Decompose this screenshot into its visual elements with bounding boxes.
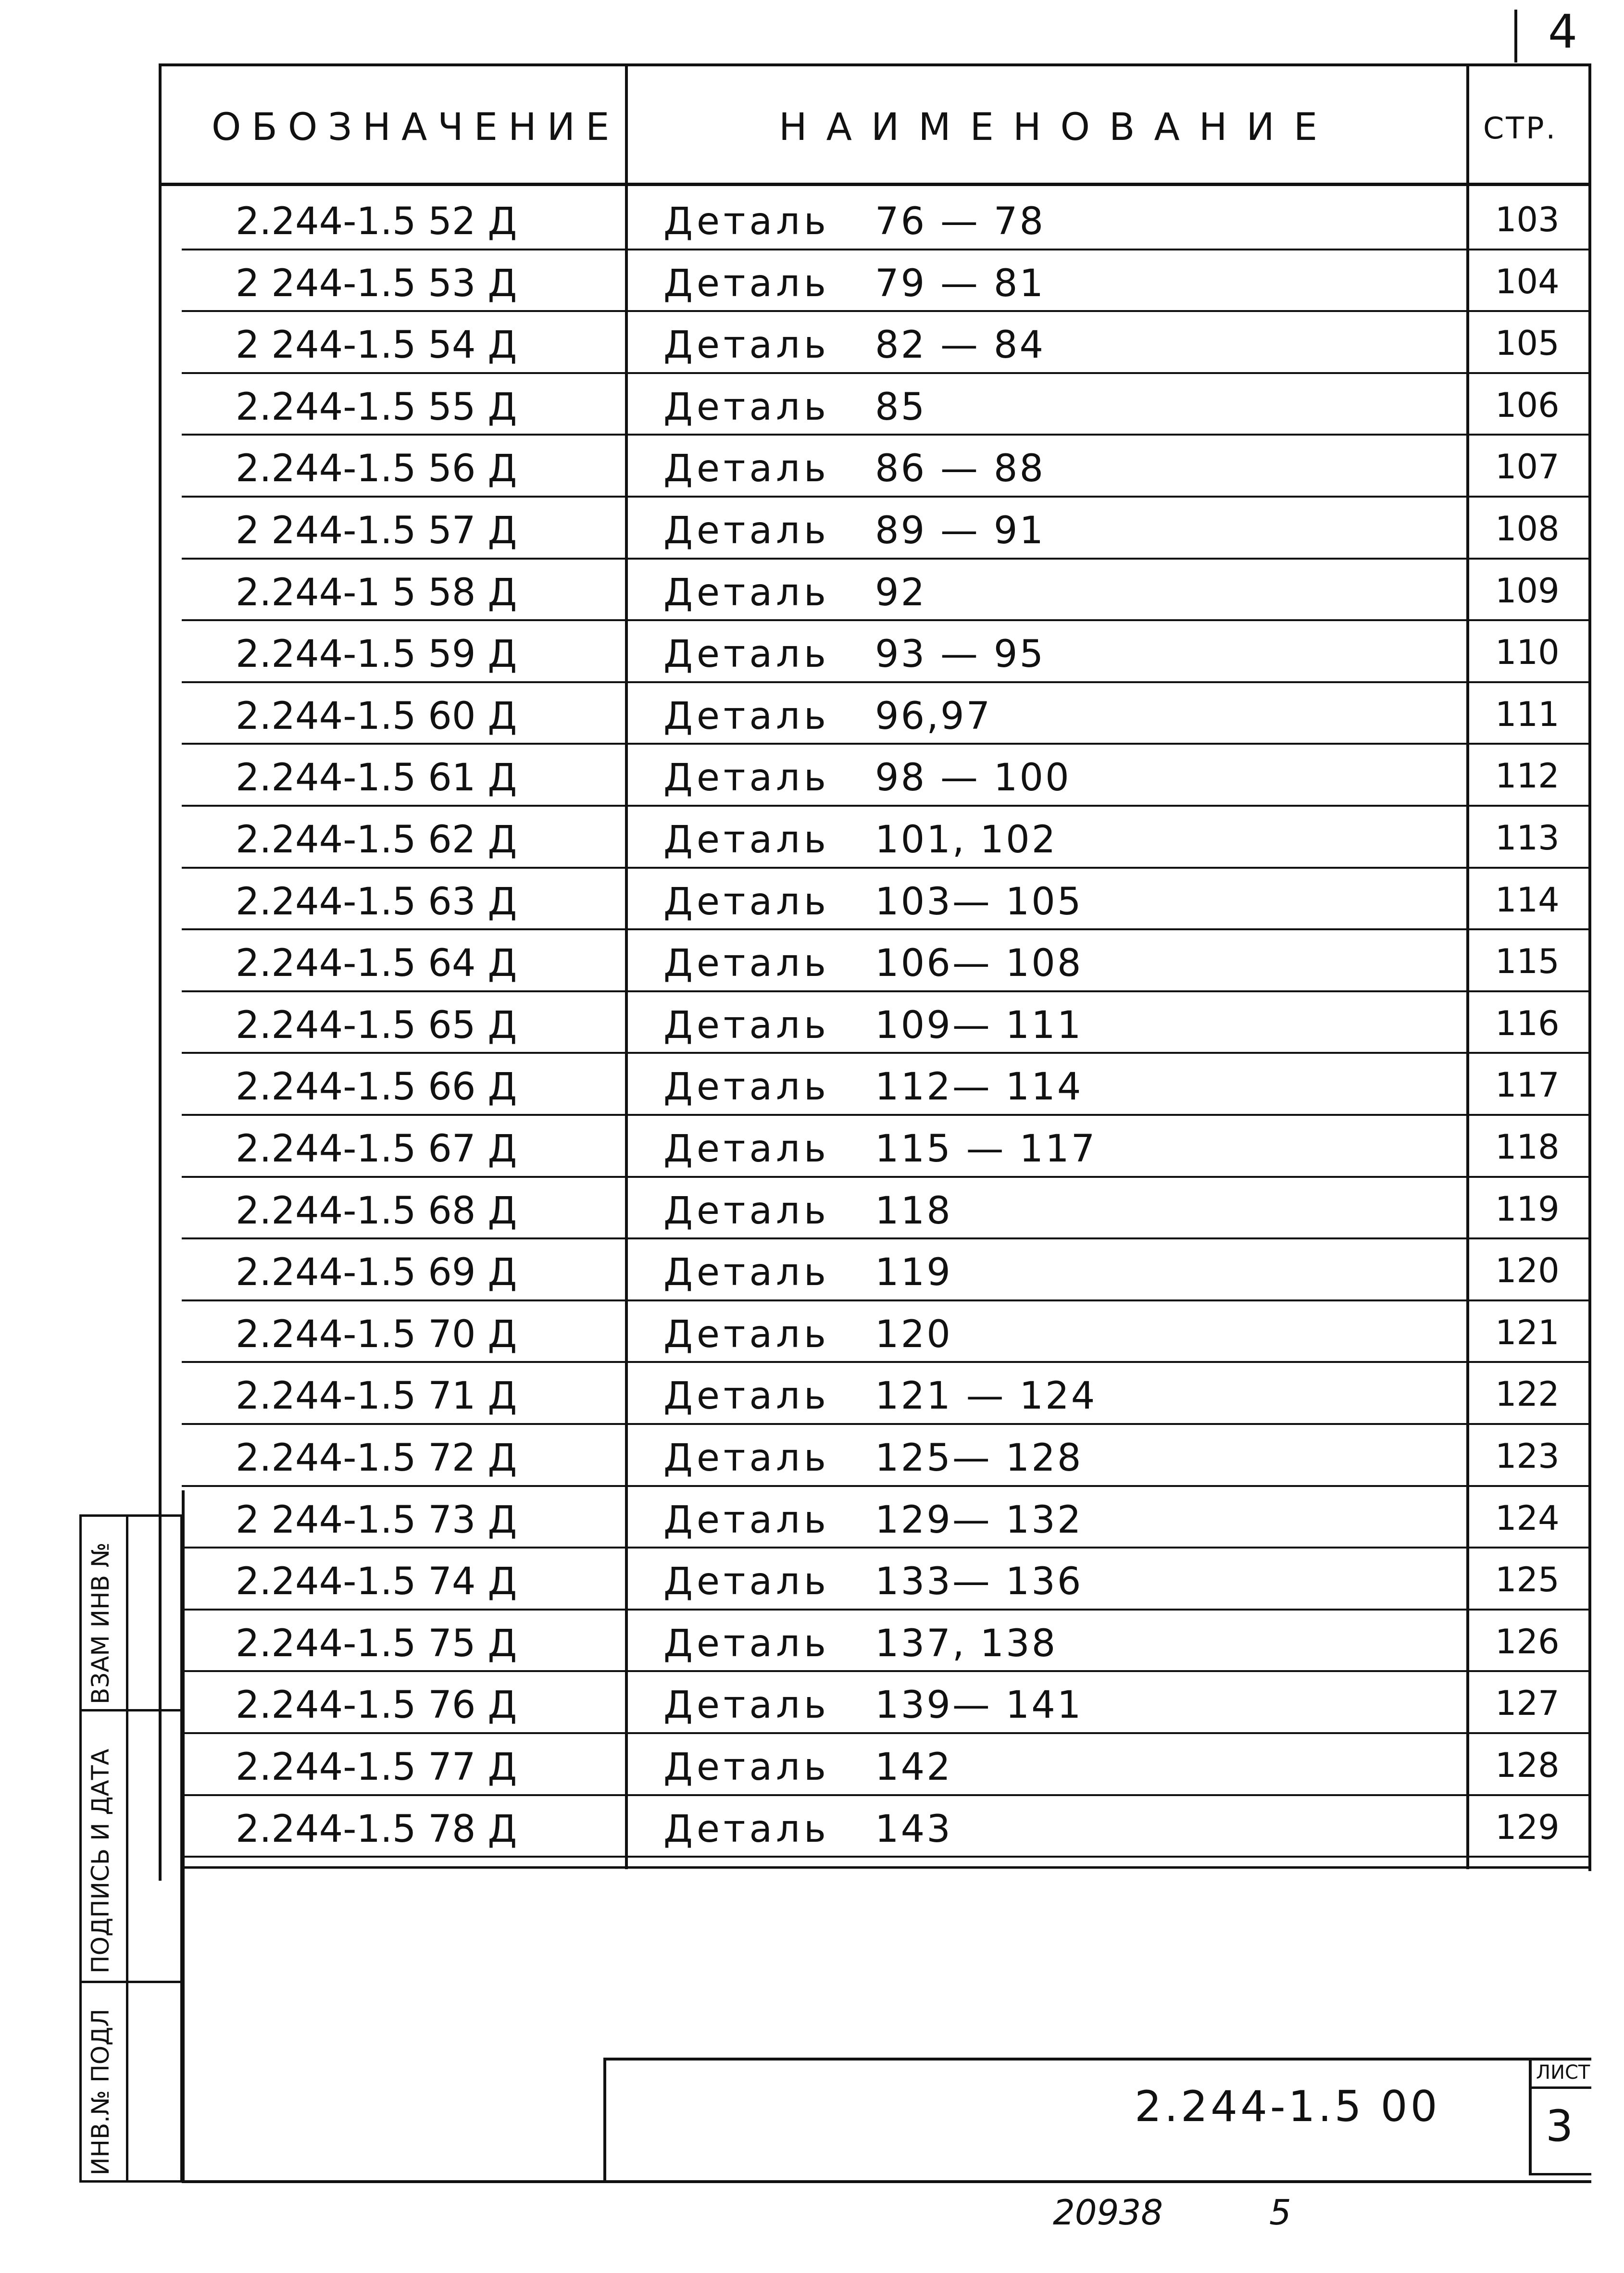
row-range: 129— 132 — [875, 1498, 1083, 1542]
row-name: Деталь — [663, 694, 830, 738]
side-stamp-div-1 — [79, 1709, 183, 1711]
row-name: Деталь — [663, 1189, 830, 1233]
row-page: 103 — [1495, 200, 1560, 239]
row-code: 2.244-1.5 75 Д — [236, 1622, 517, 1665]
row-code: 2.244-1.5 65 Д — [236, 1003, 517, 1047]
row-name: Деталь — [663, 756, 830, 800]
row-page: 108 — [1495, 509, 1560, 549]
document-code: 2.244-1.5 00 — [1135, 2082, 1440, 2131]
table-row — [0, 930, 1624, 992]
row-code: 2.244-1.5 52 Д — [236, 200, 517, 243]
row-page: 119 — [1495, 1189, 1560, 1229]
row-name: Деталь — [663, 1498, 830, 1542]
table-row — [0, 312, 1624, 374]
row-page: 120 — [1495, 1251, 1560, 1291]
row-name: Деталь — [663, 942, 830, 986]
row-code: 2 244-1.5 53 Д — [236, 262, 517, 305]
title-block-bottom — [182, 2180, 1591, 2183]
row-code: 2.244-1.5 63 Д — [236, 880, 517, 924]
row-range: 96,97 — [875, 694, 992, 738]
row-divider — [182, 1856, 1591, 1858]
table-row — [0, 745, 1624, 807]
row-name: Деталь — [663, 262, 830, 305]
row-page: 126 — [1495, 1622, 1560, 1661]
side-stamp-div-2 — [79, 1981, 183, 1983]
row-range: 98 — 100 — [875, 756, 1071, 800]
row-name: Деталь — [663, 1436, 830, 1480]
row-page: 116 — [1495, 1003, 1560, 1043]
table-row — [0, 374, 1624, 436]
row-page: 115 — [1495, 942, 1560, 982]
row-range: 106— 108 — [875, 942, 1083, 986]
sheet-box-divider — [1529, 2086, 1591, 2089]
row-name: Деталь — [663, 633, 830, 676]
row-page: 112 — [1495, 756, 1560, 796]
row-name: Деталь — [663, 1560, 830, 1604]
row-range: 139— 141 — [875, 1684, 1083, 1727]
table-row — [0, 1425, 1624, 1487]
row-range: 133— 136 — [875, 1560, 1083, 1604]
header-page: СТР. — [1483, 111, 1558, 146]
table-row — [0, 1549, 1624, 1611]
row-code: 2.244-1.5 66 Д — [236, 1065, 517, 1109]
row-range: 120 — [875, 1312, 952, 1356]
table-row — [0, 992, 1624, 1054]
row-code: 2.244-1.5 71 Д — [236, 1374, 517, 1418]
row-name: Деталь — [663, 1622, 830, 1665]
row-range: 101, 102 — [875, 818, 1058, 862]
table-row — [0, 1734, 1624, 1796]
table-row — [0, 1054, 1624, 1116]
table-row — [0, 1796, 1624, 1858]
row-name: Деталь — [663, 385, 830, 429]
frame-top — [159, 63, 1591, 66]
row-page: 111 — [1495, 694, 1560, 734]
side-stamp-inv-podl: ИНВ.№ ПОДЛ — [87, 2009, 114, 2175]
sheet-box-bottom — [1529, 2173, 1591, 2175]
row-code: 2.244-1.5 78 Д — [236, 1807, 517, 1851]
archive-number: 20938 — [1053, 2192, 1163, 2233]
row-range: 121 — 124 — [875, 1374, 1097, 1418]
row-page: 104 — [1495, 262, 1560, 301]
row-code: 2.244-1.5 67 Д — [236, 1127, 517, 1171]
row-range: 119 — [875, 1251, 952, 1295]
row-range: 89 — 91 — [875, 509, 1046, 552]
table-row — [0, 1672, 1624, 1734]
row-code: 2.244-1.5 60 Д — [236, 694, 517, 738]
row-code: 2.244-1.5 74 Д — [236, 1560, 517, 1604]
row-page: 125 — [1495, 1560, 1560, 1600]
row-page: 129 — [1495, 1807, 1560, 1847]
row-name: Деталь — [663, 880, 830, 924]
row-page: 110 — [1495, 633, 1560, 673]
row-range: 82 — 84 — [875, 324, 1046, 367]
table-row — [0, 1116, 1624, 1178]
row-range: 112— 114 — [875, 1065, 1083, 1109]
row-page: 107 — [1495, 447, 1560, 487]
side-stamp-col-divider — [126, 1514, 128, 2183]
row-range: 115 — 117 — [875, 1127, 1097, 1171]
row-page: 118 — [1495, 1127, 1560, 1167]
row-range: 142 — [875, 1746, 952, 1789]
header-designation: ОБОЗНАЧЕНИЕ — [212, 106, 620, 149]
title-block — [603, 2058, 1591, 2183]
row-page: 127 — [1495, 1684, 1560, 1723]
row-name: Деталь — [663, 818, 830, 862]
row-page: 122 — [1495, 1374, 1560, 1414]
side-stamp-vzam-inv: ВЗАМ ИНВ № — [87, 1542, 114, 1704]
row-range: 143 — [875, 1807, 952, 1851]
row-code: 2.244-1.5 55 Д — [236, 385, 517, 429]
row-name: Деталь — [663, 1684, 830, 1727]
row-code: 2 244-1.5 54 Д — [236, 324, 517, 367]
row-name: Деталь — [663, 509, 830, 552]
row-page: 117 — [1495, 1065, 1560, 1105]
row-name: Деталь — [663, 571, 830, 614]
row-name: Деталь — [663, 1251, 830, 1295]
row-code: 2.244-1.5 61 Д — [236, 756, 517, 800]
row-code: 2 244-1.5 73 Д — [236, 1498, 517, 1542]
table-row — [0, 621, 1624, 683]
row-code: 2.244-1 5 58 Д — [236, 571, 517, 614]
row-name: Деталь — [663, 1003, 830, 1047]
table-row — [0, 1487, 1624, 1549]
row-name: Деталь — [663, 1312, 830, 1356]
row-code: 2 244-1.5 57 Д — [236, 509, 517, 552]
side-stamp-signature-date: ПОДПИСЬ И ДАТА — [87, 1748, 114, 1973]
row-range: 76 — 78 — [875, 200, 1046, 243]
header-name: НАИМЕНОВАНИЕ — [779, 106, 1337, 149]
table-row — [0, 807, 1624, 869]
row-code: 2.244-1.5 72 Д — [236, 1436, 517, 1480]
row-code: 2.244-1.5 70 Д — [236, 1312, 517, 1356]
sheet-number: 3 — [1546, 2101, 1574, 2151]
table-row — [0, 683, 1624, 745]
row-page: 128 — [1495, 1746, 1560, 1785]
table-bottom — [182, 1866, 1591, 1869]
row-name: Деталь — [663, 200, 830, 243]
row-page: 105 — [1495, 324, 1560, 363]
header-divider — [159, 183, 1591, 186]
row-range: 79 — 81 — [875, 262, 1046, 305]
row-range: 92 — [875, 571, 927, 614]
row-name: Деталь — [663, 1374, 830, 1418]
table-row — [0, 436, 1624, 498]
table-row — [0, 250, 1624, 312]
row-page: 113 — [1495, 818, 1560, 858]
page-number-divider — [1514, 10, 1517, 62]
row-page: 106 — [1495, 385, 1560, 425]
row-page: 123 — [1495, 1436, 1560, 1476]
row-range: 109— 111 — [875, 1003, 1083, 1047]
table-row — [0, 188, 1624, 250]
row-range: 103— 105 — [875, 880, 1083, 924]
row-code: 2.244-1.5 77 Д — [236, 1746, 517, 1789]
row-page: 121 — [1495, 1312, 1560, 1352]
row-range: 85 — [875, 385, 927, 429]
row-range: 125— 128 — [875, 1436, 1083, 1480]
row-name: Деталь — [663, 1746, 830, 1789]
table-row — [0, 1178, 1624, 1240]
row-page: 109 — [1495, 571, 1560, 611]
row-name: Деталь — [663, 324, 830, 367]
table-row — [0, 1239, 1624, 1301]
row-name: Деталь — [663, 1127, 830, 1171]
row-code: 2.244-1.5 62 Д — [236, 818, 517, 862]
sheet-label: ЛИСТ — [1536, 2061, 1590, 2084]
row-code: 2.244-1.5 64 Д — [236, 942, 517, 986]
row-range: 93 — 95 — [875, 633, 1046, 676]
row-page: 124 — [1495, 1498, 1560, 1538]
row-range: 86 — 88 — [875, 447, 1046, 491]
row-code: 2.244-1.5 68 Д — [236, 1189, 517, 1233]
table-row — [0, 1301, 1624, 1363]
row-page: 114 — [1495, 880, 1560, 920]
row-code: 2.244-1.5 69 Д — [236, 1251, 517, 1295]
table-row — [0, 560, 1624, 622]
table-row — [0, 498, 1624, 560]
row-name: Деталь — [663, 1065, 830, 1109]
table-row — [0, 1363, 1624, 1425]
row-code: 2.244-1.5 59 Д — [236, 633, 517, 676]
copy-number: 5 — [1269, 2192, 1291, 2233]
table-row — [0, 1611, 1624, 1673]
row-range: 118 — [875, 1189, 952, 1233]
row-name: Деталь — [663, 1807, 830, 1851]
table-row — [0, 869, 1624, 931]
row-code: 2.244-1.5 56 Д — [236, 447, 517, 491]
page-number: 4 — [1548, 5, 1578, 59]
row-name: Деталь — [663, 447, 830, 491]
row-range: 137, 138 — [875, 1622, 1058, 1665]
row-code: 2.244-1.5 76 Д — [236, 1684, 517, 1727]
